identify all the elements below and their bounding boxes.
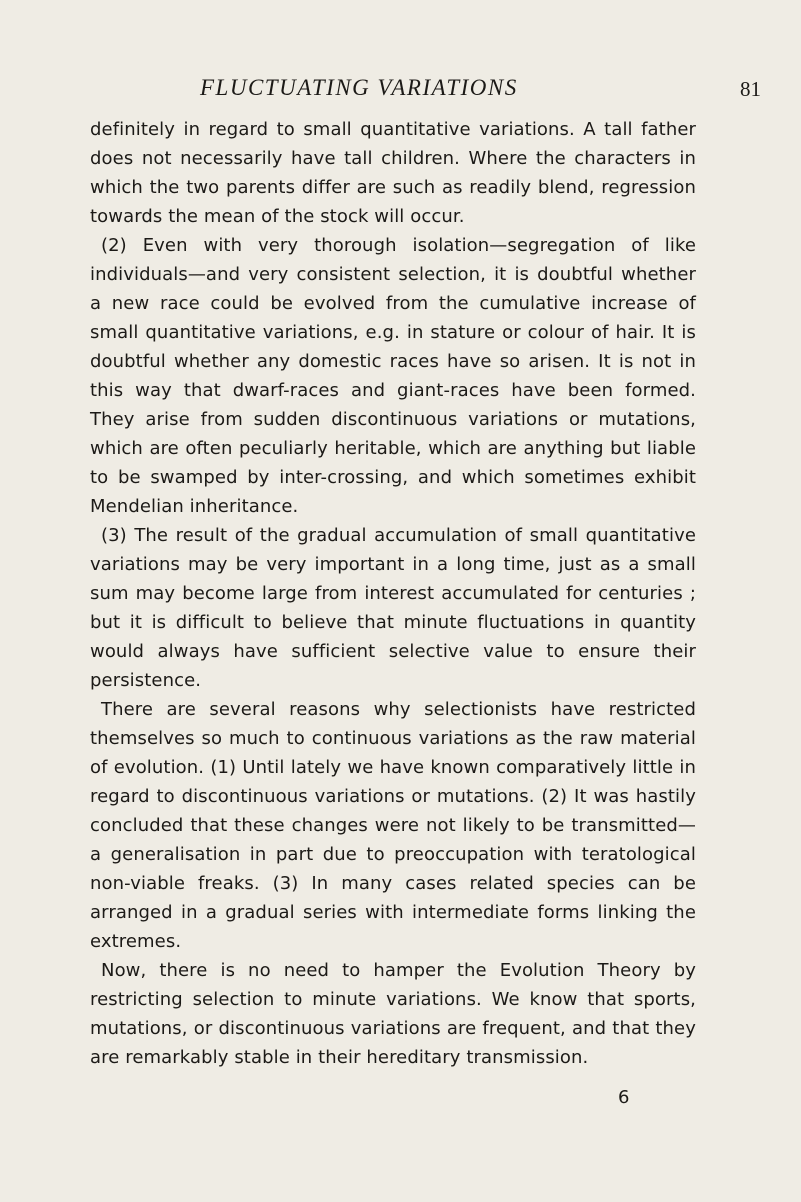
page-header — [90, 73, 761, 115]
paragraph: (3) The result of the gradual accumulation of small quantitative variations may be very important in a long time, just as a small sum may become large from interest accumulated for centuries ; but it is difficult to believe that minute fluctuations in quantity would always have sufficient selective value to ensure their persistence. — [90, 525, 696, 691]
paragraph: (2) Even with very thorough isolation—segregation of like individuals—and very consistent selection, it is doubtful whether a new race could be evolved from the cumulative increase of small quantitative variations, e.g. in stature or colour of hair. It is doubtful whether any domestic races have so arisen. It is not in this way that dwarf-races and giant-races have been formed. They arise from sudden discontinuous variations or mutations, which are often peculiarly heritable, which are anything but liable to be swamped by inter-crossing, and which sometimes exhibit Mendelian inheritance. — [90, 235, 696, 517]
paragraph: There are several reasons why selectionists have restricted themselves so much to continuous variations as the raw material of evolution. (1) Until lately we have known comparatively little in regard to discontinuous variations or mutations. (2) It was hastily concluded that these changes were not likely to be transmitted—a generalisation in part due to preoccupation with teratological non-viable freaks. (3) In many cases related species can be arranged in a gradual series with intermediate forms linking the extremes. — [90, 699, 696, 952]
running-title: FLUCTUATING VARIATIONS — [200, 75, 518, 100]
body-text — [90, 115, 696, 1072]
page-number: 81 — [740, 77, 761, 101]
paragraph: definitely in regard to small quantitative variations. A tall father does not necessarily have tall children. Where the characters in which the two parents differ are such as readily blend, regression towards the mean of the stock will occur. — [90, 119, 696, 227]
paragraph: Now, there is no need to hamper the Evolution Theory by restricting selection to minute variations. We know that sports, mutations, or discontinuous variations are frequent, and that they are remarkably stable in their hereditary transmission. — [90, 960, 696, 1068]
signature-mark: 6 — [618, 1087, 630, 1108]
